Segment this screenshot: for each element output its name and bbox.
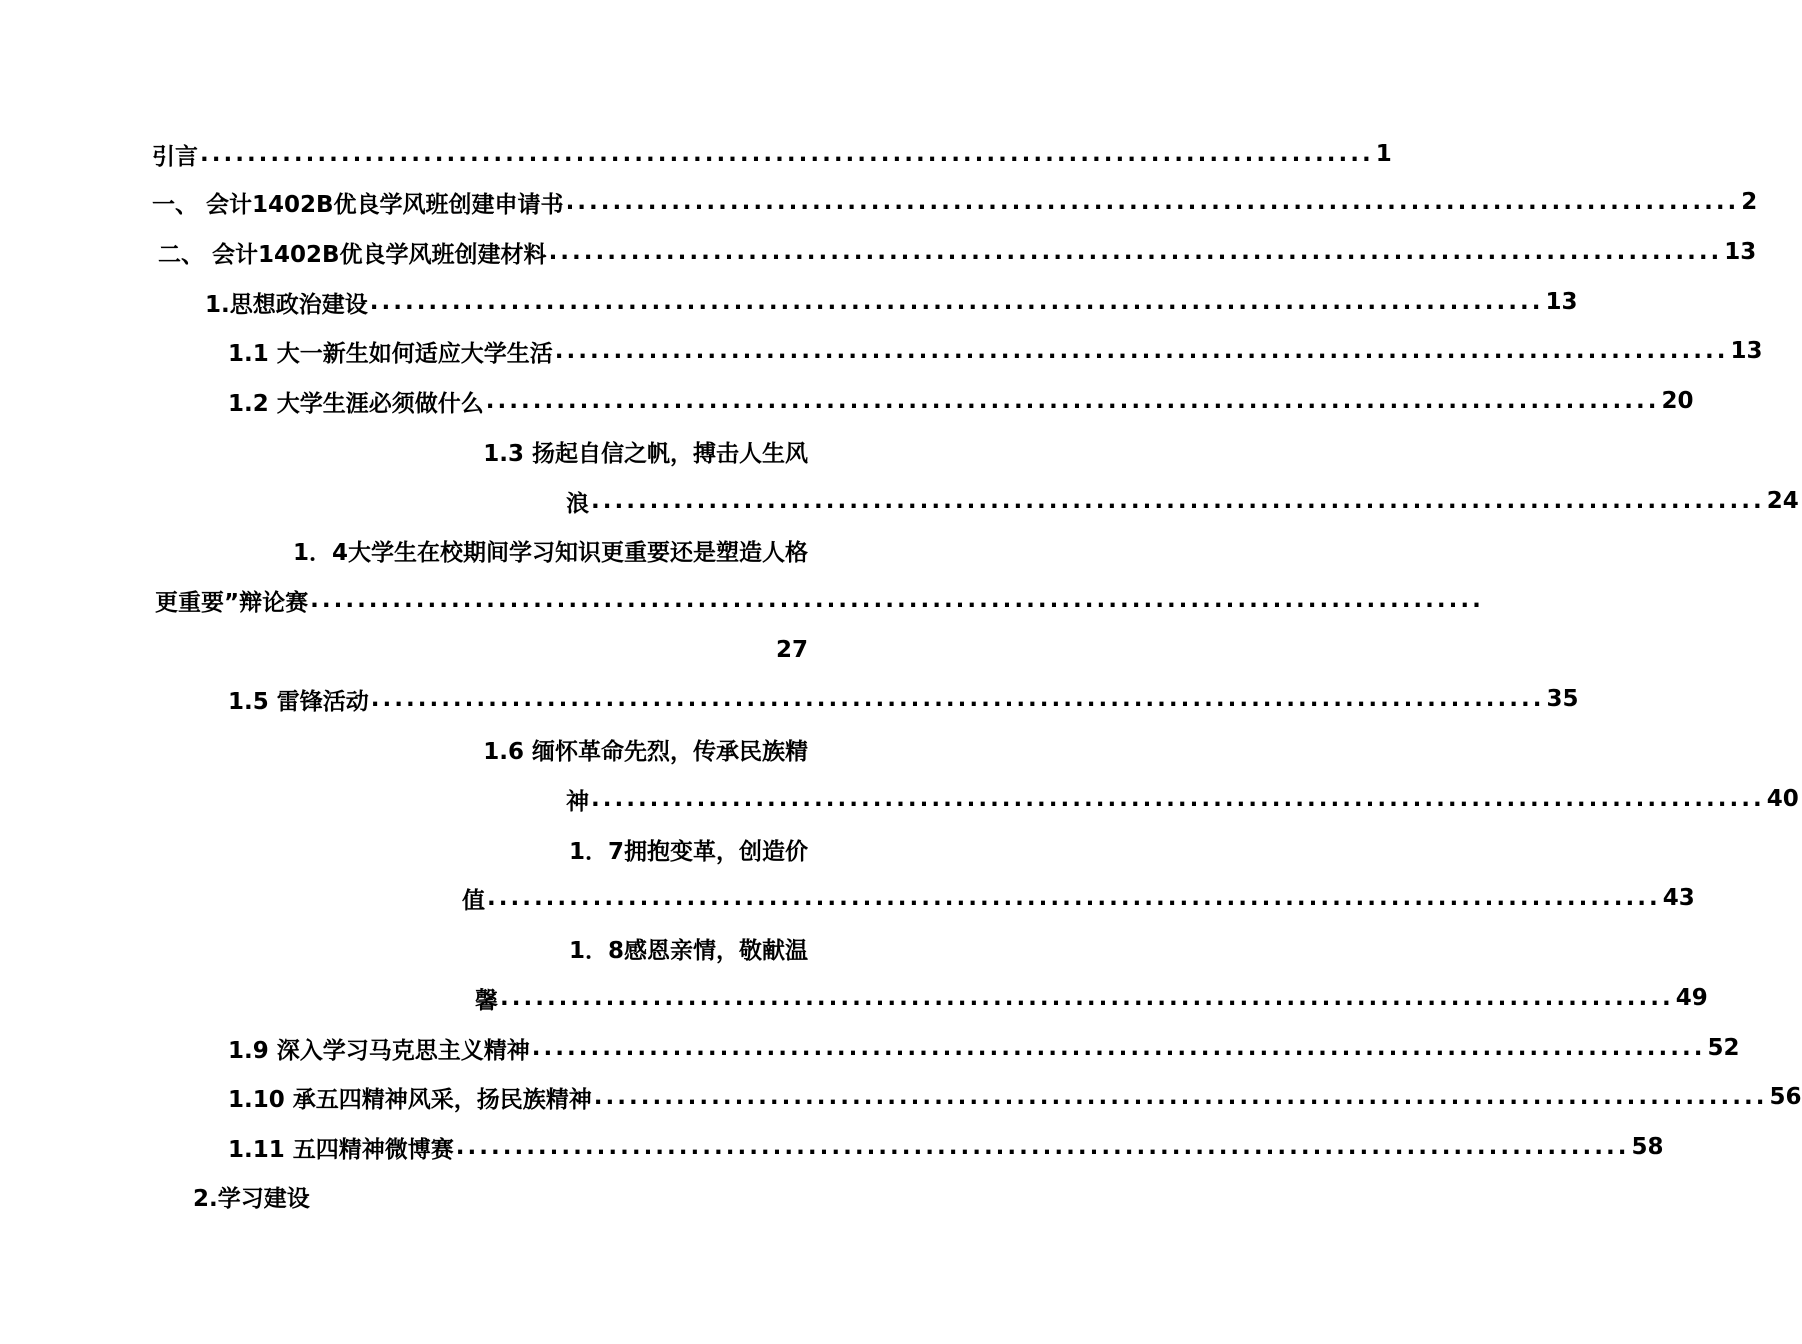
toc-entry[interactable] <box>152 829 808 869</box>
toc-entry-continuation[interactable] <box>155 580 1484 620</box>
dot-leader: .................................................................................................... <box>487 885 1661 911</box>
toc-entry[interactable] <box>152 182 1758 222</box>
toc-entry-page: 1 <box>1375 141 1392 167</box>
dot-leader: .................................................................................................... <box>548 239 1723 265</box>
toc-entry-page: 40 <box>1766 786 1799 812</box>
toc-entry-title: 2.学习建设 <box>193 1185 310 1212</box>
toc-entry[interactable] <box>228 1127 1664 1167</box>
toc-entry-page: 35 <box>1546 686 1579 712</box>
toc-entry-continuation[interactable] <box>566 481 1799 521</box>
toc-entry-title: 1.2 大学生涯必须做什么 <box>228 390 484 417</box>
dot-leader: .................................................................................................... <box>554 338 1729 364</box>
toc-entry-title: 1.10 承五四精神风采，扬民族精神 <box>228 1086 592 1113</box>
toc-entry-page: 52 <box>1707 1035 1740 1061</box>
toc-entry-title: 1.6 缅怀革命先烈，传承民族精 <box>483 738 808 765</box>
dot-leader: .................................................................................................... <box>591 488 1765 514</box>
toc-entry[interactable] <box>205 282 1578 322</box>
toc-entry-title: 1.5 雷锋活动 <box>228 688 369 715</box>
toc-entry-title-cont: 值 <box>462 887 485 914</box>
toc-entry-title: 引言 <box>152 143 198 170</box>
toc-entry-page: 56 <box>1769 1084 1802 1110</box>
toc-entry[interactable] <box>152 134 1392 174</box>
dot-leader: .................................................................................................... <box>370 686 1545 712</box>
toc-entry-continuation[interactable] <box>566 779 1799 819</box>
toc-entry-title: 1.11 五四精神微博赛 <box>228 1136 454 1163</box>
toc-entry-page: 58 <box>1631 1134 1664 1160</box>
toc-entry-title-cont: 浪 <box>566 490 589 517</box>
toc-entry-page: 13 <box>1730 338 1763 364</box>
dot-leader: .................................................................................................... <box>455 1134 1630 1160</box>
toc-entry[interactable] <box>228 679 1579 719</box>
toc-entry-page: 24 <box>1766 488 1799 514</box>
dot-leader: .................................................................................................... <box>531 1035 1706 1061</box>
toc-entry[interactable] <box>152 431 808 471</box>
toc-entry-title-cont: 神 <box>566 788 589 815</box>
toc-entry-page: 20 <box>1661 388 1694 414</box>
toc-entry[interactable] <box>152 729 808 769</box>
toc-entry-continuation[interactable] <box>475 978 1708 1018</box>
toc-entry-page: 13 <box>1724 239 1757 265</box>
toc-entry-page: 43 <box>1662 885 1695 911</box>
dot-leader: .................................................................................................... <box>310 587 1484 613</box>
toc-entry[interactable] <box>158 232 1757 272</box>
toc-entry[interactable] <box>228 1077 1802 1117</box>
toc-entry[interactable] <box>193 1176 593 1216</box>
toc-entry-title: 1．7拥抱变革，创造价 <box>568 838 808 865</box>
toc-entry-title: 1.3 扬起自信之帆，搏击人生风 <box>483 440 808 467</box>
toc-entry-page-line <box>152 630 808 670</box>
dot-leader: .................................................................................................... <box>500 985 1674 1011</box>
dot-leader: .................................................................................................... <box>369 289 1544 315</box>
toc-entry-title: 1.思想政治建设 <box>205 291 368 318</box>
toc-entry-continuation[interactable] <box>462 878 1695 918</box>
toc-entry-title: 1．8感恩亲情，敬献温 <box>568 937 808 964</box>
dot-leader: .................................................................................................... <box>565 189 1740 215</box>
toc-entry-title-cont: 更重要”辩论赛 <box>155 589 309 616</box>
toc-entry-title: 一、 会计1402B优良学风班创建申请书 <box>152 191 564 218</box>
toc-entry[interactable] <box>228 1028 1740 1068</box>
dot-leader: .................................................................................................... <box>591 786 1765 812</box>
toc-entry[interactable] <box>152 530 808 570</box>
toc-entry-title-cont: 馨 <box>475 987 498 1014</box>
toc-entry-page: 27 <box>775 637 808 663</box>
toc-entry[interactable] <box>228 331 1763 371</box>
toc-entry-title: 1．4大学生在校期间学习知识更重要还是塑造人格 <box>292 539 808 566</box>
dot-leader: .................................................................................................... <box>593 1084 1768 1110</box>
toc-entry-page: 2 <box>1741 189 1758 215</box>
toc-entry-title: 1.1 大一新生如何适应大学生活 <box>228 340 553 367</box>
toc-entry-title: 二、 会计1402B优良学风班创建材料 <box>158 241 547 268</box>
toc-entry[interactable] <box>228 381 1694 421</box>
dot-leader: .................................................................................................... <box>200 141 1374 167</box>
toc-entry-page: 49 <box>1675 985 1708 1011</box>
toc-entry-title: 1.9 深入学习马克思主义精神 <box>228 1037 530 1064</box>
dot-leader: .................................................................................................... <box>485 388 1660 414</box>
toc-entry[interactable] <box>152 928 808 968</box>
toc-entry-page: 13 <box>1545 289 1578 315</box>
